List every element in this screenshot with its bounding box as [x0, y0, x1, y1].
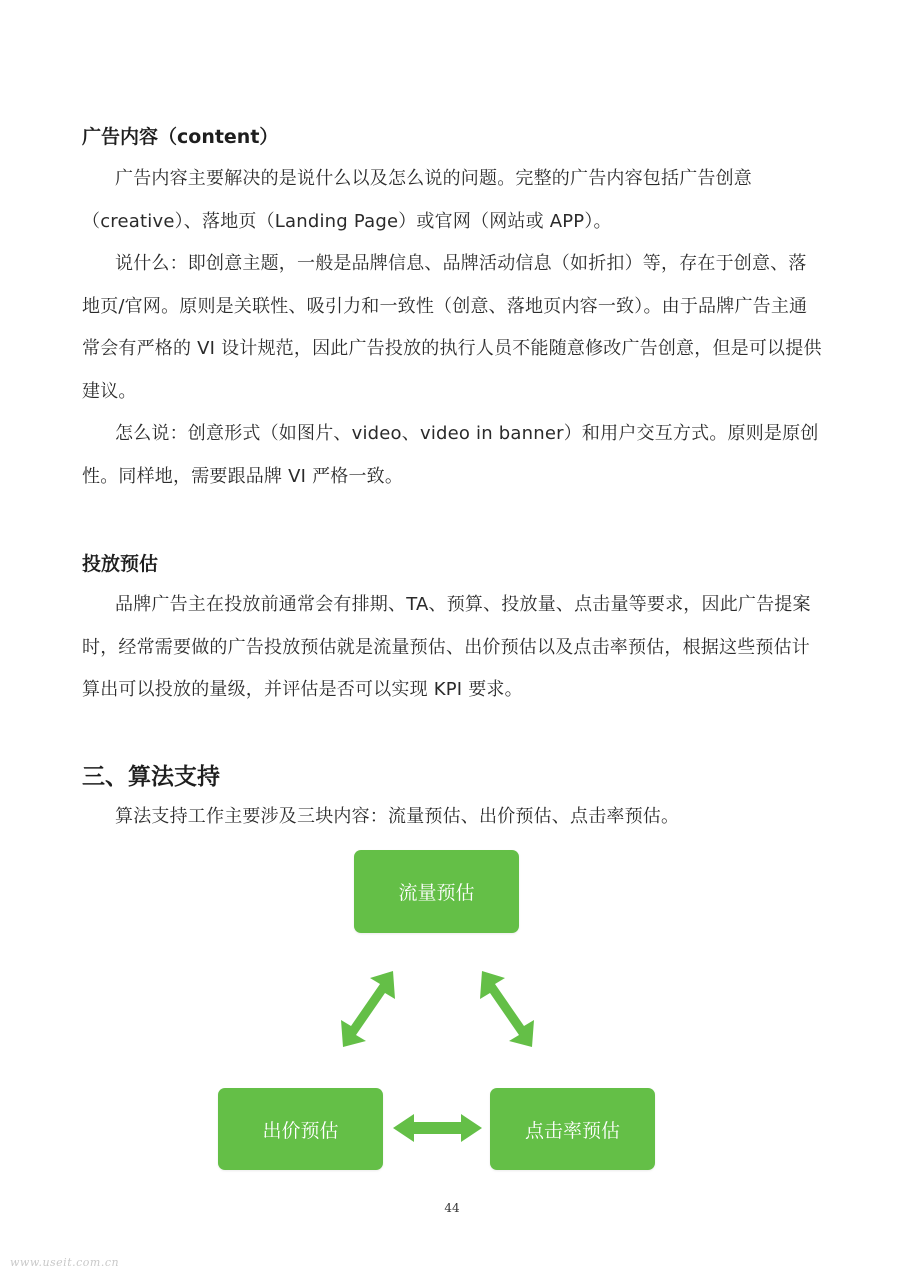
- box-traffic-estimation: 流量预估: [354, 850, 519, 933]
- paragraph-ad-content-intro: 广告内容主要解决的是说什么以及怎么说的问题。完整的广告内容包括广告创意（creative）、落地页（Landing Page）或官网（网站或 APP）。: [82, 168, 752, 232]
- double-arrow-bottom: [393, 1114, 482, 1142]
- paragraph-estimation: 品牌广告主在投放前通常会有排期、TA、预算、投放量、点击量等要求，因此广告提案时，经常需要做的广告投放预估就是流量预估、出价预估以及点击率预估，根据这些预估计算出可以投放的量级，并评估是否可以实现 KPI 要求。: [82, 594, 811, 700]
- watermark: www.useit.com.cn: [10, 1256, 120, 1269]
- box-bid-estimation: 出价预估: [218, 1088, 383, 1170]
- paragraph-how-to-say: 怎么说：创意形式（如图片、video、video in banner）和用户交互方式。原则是原创性。同样地，需要跟品牌 VI 严格一致。: [82, 423, 819, 487]
- page-number: 44: [444, 1201, 460, 1215]
- section-heading-ad-content: 广告内容（content）: [82, 126, 279, 148]
- double-arrow-top-right: [480, 971, 534, 1047]
- section-heading-algorithm: 三、算法支持: [82, 764, 220, 790]
- paragraph-algorithm: 算法支持工作主要涉及三块内容：流量预估、出价预估、点击率预估。: [115, 806, 680, 827]
- paragraph-what-to-say: 说什么：即创意主题，一般是品牌信息、品牌活动信息（如折扣）等，存在于创意、落地页/官网。原则是关联性、吸引力和一致性（创意、落地页内容一致）。由于品牌广告主通常会有严格的 VI 设计规范，因此广告投放的执行人员不能随意修改广告创意，但是可以提供建议。: [82, 253, 822, 402]
- section-heading-estimation: 投放预估: [82, 553, 159, 575]
- box-ctr-estimation: 点击率预估: [490, 1088, 655, 1170]
- double-arrow-top-left: [341, 971, 395, 1047]
